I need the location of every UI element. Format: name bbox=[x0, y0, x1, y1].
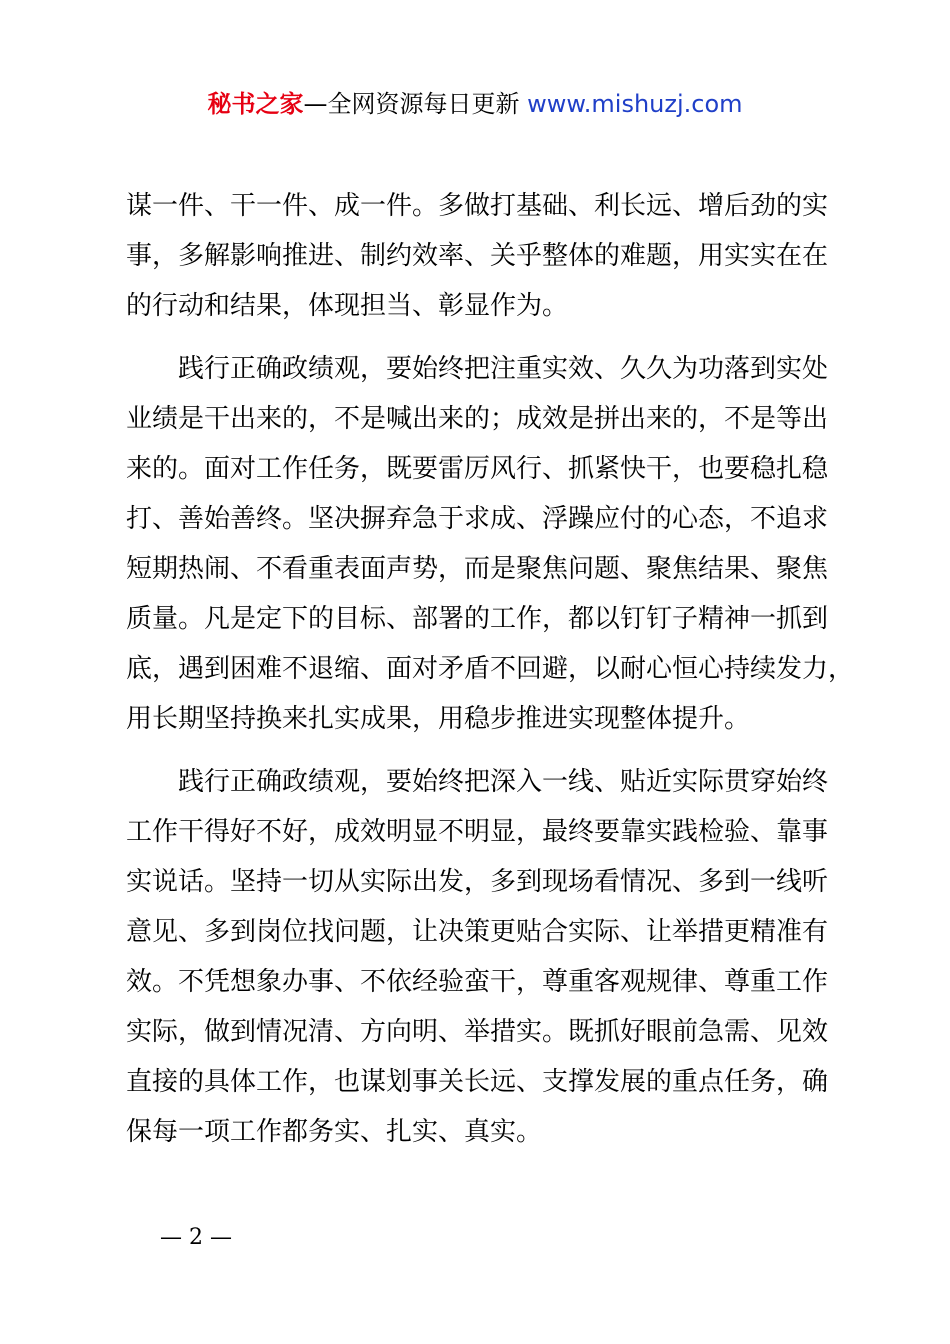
text-line: 工作干得好不好，成效明显不明显，最终要靠实践检验、靠事 bbox=[126, 817, 829, 847]
text-line: 来的。面对工作任务，既要雷厉风行、抓紧快干，也要稳扎稳 bbox=[126, 454, 829, 484]
text-line: 实说话。坚持一切从实际出发，多到现场看情况、多到一线听 bbox=[126, 867, 829, 897]
page-number: — 2 — bbox=[160, 1225, 232, 1250]
text-line: 谋一件、干一件、成一件。多做打基础、利长远、增后劲的实 bbox=[126, 191, 829, 221]
text-line: 践行正确政绩观，要始终把注重实效、久久为功落到实处 bbox=[178, 354, 829, 384]
site-url-link[interactable]: www.mishuzj.com bbox=[527, 90, 743, 118]
text-line: 的行动和结果，体现担当、彰显作为。 bbox=[126, 291, 569, 321]
text-line: 事，多解影响推进、制约效率、关乎整体的难题，用实实在在 bbox=[126, 241, 829, 271]
text-line: 用长期坚持换来扎实成果，用稳步推进实现整体提升。 bbox=[126, 704, 751, 734]
text-line: 践行正确政绩观，要始终把深入一线、贴近实际贯穿始终 bbox=[178, 767, 829, 797]
brand-name: 秘书之家 bbox=[207, 90, 304, 118]
text-line: 质量。凡是定下的目标、部署的工作，都以钉钉子精神一抓到 bbox=[126, 604, 829, 634]
text-line: 短期热闹、不看重表面声势，而是聚焦问题、聚焦结果、聚焦 bbox=[126, 554, 829, 584]
text-line: 保每一项工作都务实、扎实、真实。 bbox=[126, 1117, 543, 1147]
document-body bbox=[126, 181, 855, 1157]
paragraph-1 bbox=[126, 181, 831, 331]
text-line: 效。不凭想象办事、不依经验蛮干，尊重客观规律、尊重工作 bbox=[126, 967, 829, 997]
paragraph-3 bbox=[126, 757, 831, 1157]
text-line: 业绩是干出来的，不是喊出来的；成效是拼出来的，不是等出 bbox=[126, 404, 829, 434]
page-header bbox=[0, 86, 950, 122]
paragraph-2 bbox=[126, 344, 855, 744]
text-line: 意见、多到岗位找问题，让决策更贴合实际、让举措更精准有 bbox=[126, 917, 829, 947]
text-line: 实际，做到情况清、方向明、举措实。既抓好眼前急需、见效 bbox=[126, 1017, 829, 1047]
text-line: 直接的具体工作，也谋划事关长远、支撑发展的重点任务，确 bbox=[126, 1067, 829, 1097]
header-tagline: —全网资源每日更新 bbox=[303, 90, 520, 118]
text-line: 打、善始善终。坚决摒弃急于求成、浮躁应付的心态，不追求 bbox=[126, 504, 829, 534]
text-line: 底，遇到困难不退缩、面对矛盾不回避，以耐心恒心持续发力， bbox=[126, 654, 855, 684]
